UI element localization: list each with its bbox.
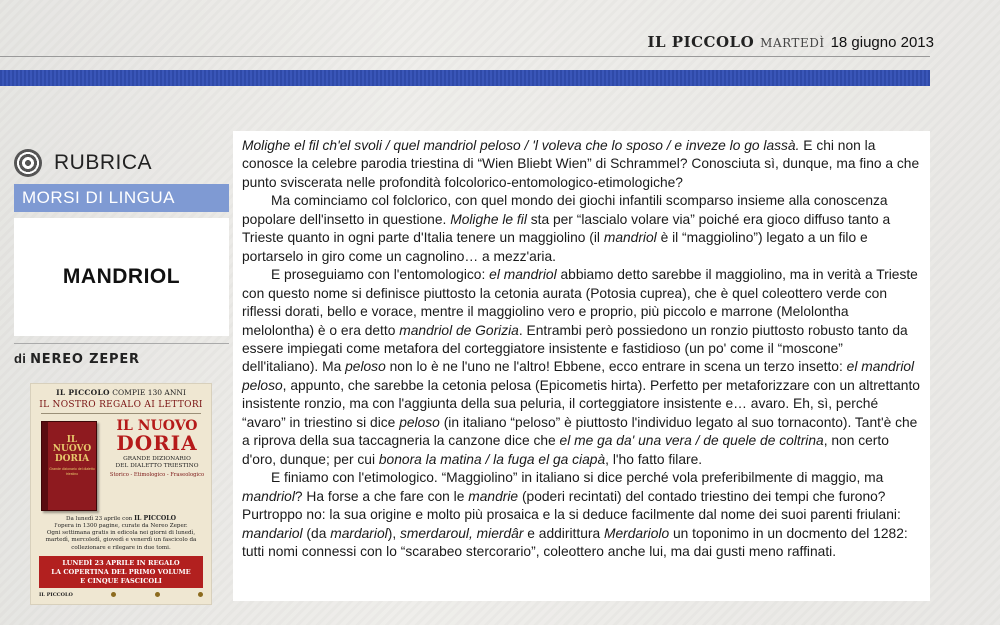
italic-run: el me ga da' una vera / de quele de coltrina [559, 433, 824, 449]
ad-book-title-1: IL NUOVO [116, 418, 198, 434]
text-run: . Entrambi però possiedono un ronzio piuttosto robusto tanto da essere impiegati come metafora del corteggiatore insistente e fastidioso (un po' come il “moscone” dell'italiano). Ma [242, 322, 908, 375]
newspaper-name: IL PICCOLO [647, 33, 755, 51]
text-run: , non certo d'oro, dunque; per cui [242, 433, 889, 467]
byline-prefix: di [14, 351, 27, 366]
text-run: E chi non la conosce la celebre parodia triestina di “Wien Bliebt Wien” di Schrammel? Conosciuta sì, dunque, ma fino a che punto sviscerata nelle profondità folcoloricо-entomologico-etimologiche? [242, 138, 920, 190]
text-run: E proseguiamo con l'entomologico: [271, 267, 490, 283]
italic-run: Molighe el fil ch'el svoli / quel mandriol peloso / 'l voleva che lo sposo / e inveze lo go lassà. [242, 138, 800, 153]
italic-run: peloso [399, 414, 440, 430]
italic-run: Merdariolo [603, 525, 670, 541]
text-run: abbiamo detto sarebbe il maggiolino, ma in verità a Trieste con questo nome si definisce piuttosto la cetonia aurata (Potosia cuprea), che è quel coleottero verde con riflessi dorati, bello e vorace, mentre il maggiolino vero e proprio, più piccolo e marrone (Melolontha melolontha) è o era detto [242, 267, 918, 338]
text-run: ), [387, 525, 400, 541]
article-paragraph [242, 137, 922, 192]
ad-footer-logo: IL PICCOLO [39, 592, 73, 599]
article-paragraph [242, 469, 922, 561]
italic-run: Molighe le fil [450, 211, 527, 227]
ad-anniversary: COMPIE 130 ANNI [112, 388, 186, 397]
italic-run: el mandriol peloso [242, 359, 915, 393]
text-run: , l'ho fatto filare. [605, 451, 703, 467]
text-run: Ma cominciamo col folclorico, con quel mondo dei giochi infantili scomparso insieme alla conoscenza popolare dell'insetto in questione. [242, 193, 888, 227]
ad-subtitle-3: Storico - Etimologico - Fraseologico [109, 471, 205, 478]
ad-book-title-block [107, 419, 207, 478]
header-color-band [0, 70, 930, 86]
italic-run: smerdaroul, mierdâr [399, 525, 524, 541]
column-title-box [14, 218, 229, 336]
column-title: MANDRIOL [62, 265, 181, 288]
article-paragraph [242, 192, 922, 266]
author-name: NEREO ZEPER [30, 352, 140, 367]
sponsor-logo-icon [155, 592, 160, 597]
text-run: (poderi recintati) del contado triestino dei tempi che furono? Purtroppo no: la sua origine e molto più prosaica e la si deduce facilmente dal nome dei suoi parenti friulani: [242, 488, 901, 523]
section-header [14, 148, 229, 178]
text-run: ? Ha forse a che fare con le [294, 488, 469, 504]
text-run: e addirittura [523, 525, 604, 541]
text-run: (da [302, 525, 331, 541]
byline [14, 351, 140, 367]
text-run: sta per “lascialo volare via” poiché era gioco diffuso tanto a Trieste quanto in ogni parte d'Italia tenere un maggiolino (il [242, 211, 891, 246]
ad-brand: IL PICCOLO [56, 388, 110, 397]
series-label: MORSI DI LINGUA [22, 188, 175, 207]
section-label: RUBRICA [54, 151, 153, 174]
italic-run: mandriol [603, 230, 657, 246]
text-run: è il “maggiolino”) legato a un filo e portarselo in giro come un cagnolino… a mezz'aria. [242, 230, 868, 264]
sponsor-logo-icon [198, 592, 203, 597]
sponsor-logo-icon [111, 592, 116, 597]
masthead-day: MARTEDÌ [760, 36, 825, 50]
target-icon [14, 149, 42, 177]
ad-footer [31, 588, 211, 598]
italic-run: bonora la matina / la fuga el ga ciapà [378, 451, 606, 467]
italic-run: mandriol [242, 488, 295, 504]
promo-ad [30, 383, 212, 605]
ad-headline [31, 388, 211, 397]
text-run: (in italiano “peloso” è piuttosto l'individuo legato al suo tornaconto). Tant'è che a riprova della sua taccagneria la canzone dice che [242, 414, 918, 449]
text-run: un toponimo in un docmento del 1282: tutti nomi connessi con lo “scarabeo stercorario”, coleottero anche lui, ma dai gusti meno raffinati. [242, 525, 908, 559]
ad-book-title-2: DORIA [116, 431, 198, 455]
italic-run: peloso [345, 359, 386, 375]
text-run: non lo è ne l'uno ne l'altro! Ebbene, ecco entrare in scena un terzo insetto: [385, 359, 847, 375]
text-run: , appunto, che sarebbe la cetonia pelosa (Epicometis hirta). Perfetto per metaforizzare con un altrettanto insistente ronzio, ma con l'aggiunta della sua peluria, il corteggiatore insistente e… avaro. Eh, sì, perché “avaro” in triestino si dice [242, 377, 920, 430]
italic-run: mandariol [242, 525, 303, 541]
ad-feature [31, 417, 211, 515]
masthead [648, 33, 934, 51]
ad-offer-text: Da lunedì 23 aprile con IL PICCOLO l'opera in 1300 pagine, curate da Nereo Zeper. Ogni settimana gratis in edicola nei giorni di lunedì, martedì, mercoledì, giovedì e venerdì un fascicolo da collezionare e rilegare in due tomi. [45, 515, 197, 551]
masthead-date: 18 giugno 2013 [830, 34, 934, 51]
italic-run: el mandriol [489, 267, 557, 283]
italic-run: mandrie [468, 488, 519, 504]
series-banner [14, 184, 229, 212]
header-rule [0, 56, 930, 57]
ad-subtitle: GRANDE DIZIONARIO DEL DIALETTO TRIESTINO [115, 456, 199, 469]
italic-run: mandriol de Gorizia [399, 322, 519, 338]
book-cover-image: IL NUOVO DORIA Grande dizionario del dialetto triestino [41, 421, 97, 511]
article-paragraph [242, 266, 922, 469]
italic-run: mardariol [330, 525, 388, 541]
ad-red-banner: LUNEDÌ 23 APRILE IN REGALO LA COPERTINA DEL PRIMO VOLUME E CINQUE FASCICOLI [39, 556, 203, 589]
text-run: E finiamo con l'etimologico. “Maggiolino” in italiano si dice perché vola preferibilmente di maggio, ma [271, 470, 884, 486]
ad-tagline: IL NOSTRO REGALO AI LETTORI [39, 400, 203, 410]
title-rule [14, 343, 229, 344]
article-body [233, 131, 930, 601]
